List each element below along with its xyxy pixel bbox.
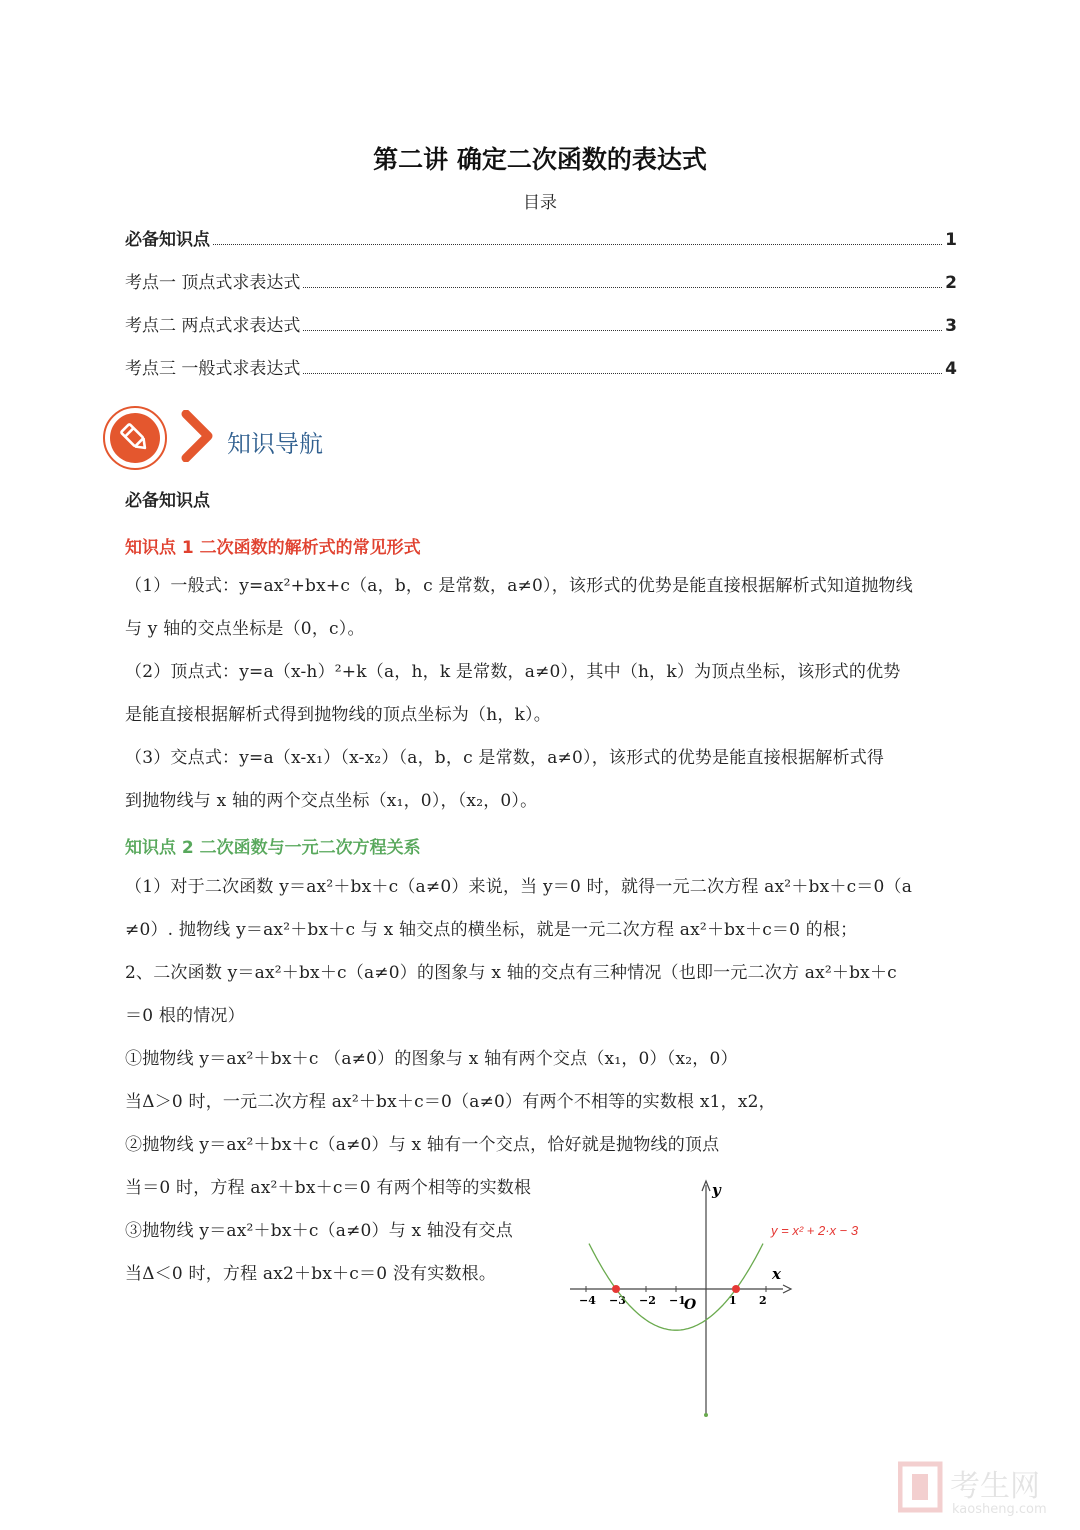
toc-entry[interactable] [125,311,957,336]
x-axis-arrow [783,1285,791,1293]
tick-label: −1 [669,1294,686,1307]
section-heading: 必备知识点 [125,491,210,511]
parabola-graph [565,1175,875,1425]
toc-leader [303,287,942,288]
text-line: ≠0）. 抛物线 y＝ax²＋bx＋c 与 x 轴交点的横坐标，就是一元二次方程 ax²＋bx＋c＝0 的根； [125,920,858,940]
text-line: ②抛物线 y＝ax²＋bx＋c（a≠0）与 x 轴有一个交点，恰好就是抛物线的顶点 [125,1135,720,1155]
toc-page-number: 1 [945,230,957,250]
toc-entry-label: 考点二 两点式求表达式 [125,316,301,336]
watermark-url: kaosheng.com [952,1502,1047,1517]
text-line: （2）顶点式：y=a（x-h）²+k（a，h，k 是常数，a≠0），其中（h，k）为顶点坐标，该形式的优势 [125,662,901,682]
toc-page-number: 4 [945,359,957,379]
text-line: 当Δ＞0 时，一元二次方程 ax²＋bx＋c＝0（a≠0）有两个不相等的实数根 x1，x2， [125,1092,776,1112]
x-axis-label: x [772,1265,781,1283]
watermark-logo [898,1460,1068,1518]
tick-label: −2 [639,1294,656,1307]
toc-page-number: 2 [945,273,957,293]
tick-label: 1 [729,1294,737,1307]
origin-label: O [684,1297,697,1313]
page-title: 第二讲 确定二次函数的表达式 [373,145,707,174]
watermark-brand: 考生网 [950,1469,1040,1504]
toc-entry[interactable] [125,354,957,379]
toc-leader [303,330,942,331]
tick-label: −3 [609,1294,626,1307]
toc-entry[interactable] [125,225,957,250]
root-point [612,1285,620,1293]
knowledge-point-1-heading: 知识点 1 二次函数的解析式的常见形式 [125,538,421,558]
tick-label: −4 [579,1294,596,1307]
nav-badge [103,406,167,470]
y-axis-end-dot [704,1413,708,1417]
text-line: ①抛物线 y＝ax²＋bx＋c （a≠0）的图象与 x 轴有两个交点（x₁，0）（x₂，0） [125,1049,738,1069]
text-line: 是能直接根据解析式得到抛物线的顶点坐标为（h，k）。 [125,705,551,725]
text-line: （3）交点式：y=a（x-x₁）（x-x₂）（a，b，c 是常数，a≠0），该形式的优势是能直接根据解析式得 [125,748,885,768]
text-line: 与 y 轴的交点坐标是（0，c）。 [125,619,365,639]
toc-heading: 目录 [523,193,557,213]
chevron-right-icon [180,410,216,462]
equation-label: y = x² + 2·x − 3 [771,1223,859,1238]
text-line: ③抛物线 y＝ax²＋bx＋c（a≠0）与 x 轴没有交点 [125,1221,513,1241]
text-line: ＝0 根的情况） [125,1006,245,1026]
text-line: 2、二次函数 y＝ax²＋bx＋c（a≠0）的图象与 x 轴的交点有三种情况（也即一元二次方 ax²＋bx＋c [125,963,897,983]
toc-entry-label: 考点三 一般式求表达式 [125,359,301,379]
text-line: （1）对于二次函数 y＝ax²＋bx＋c（a≠0）来说，当 y＝0 时，就得一元二次方程 ax²＋bx＋c＝0（a [125,877,913,897]
toc-leader [303,373,942,374]
text-line: 当Δ＜0 时，方程 ax2＋bx＋c＝0 没有实数根。 [125,1264,497,1284]
y-axis-label: y [712,1181,721,1199]
toc-leader [213,244,942,245]
root-point [732,1285,740,1293]
pencil-icon [118,421,152,455]
tick-label: 2 [759,1294,767,1307]
toc-page-number: 3 [945,316,957,336]
text-line: 到抛物线与 x 轴的两个交点坐标（x₁，0），（x₂，0）。 [125,791,538,811]
knowledge-point-1-body [125,565,957,823]
toc-entry[interactable] [125,268,957,293]
knowledge-point-2-heading: 知识点 2 二次函数与一元二次方程关系 [125,838,421,858]
toc-entry-label: 必备知识点 [125,230,210,250]
text-line: （1）一般式：y=ax²+bx+c（a，b，c 是常数，a≠0），该形式的优势是能直接根据解析式知道抛物线 [125,576,913,596]
text-line: 当＝0 时，方程 ax²＋bx＋c＝0 有两个相等的实数根 [125,1178,532,1198]
nav-title: 知识导航 [227,430,323,458]
toc-entry-label: 考点一 顶点式求表达式 [125,273,301,293]
